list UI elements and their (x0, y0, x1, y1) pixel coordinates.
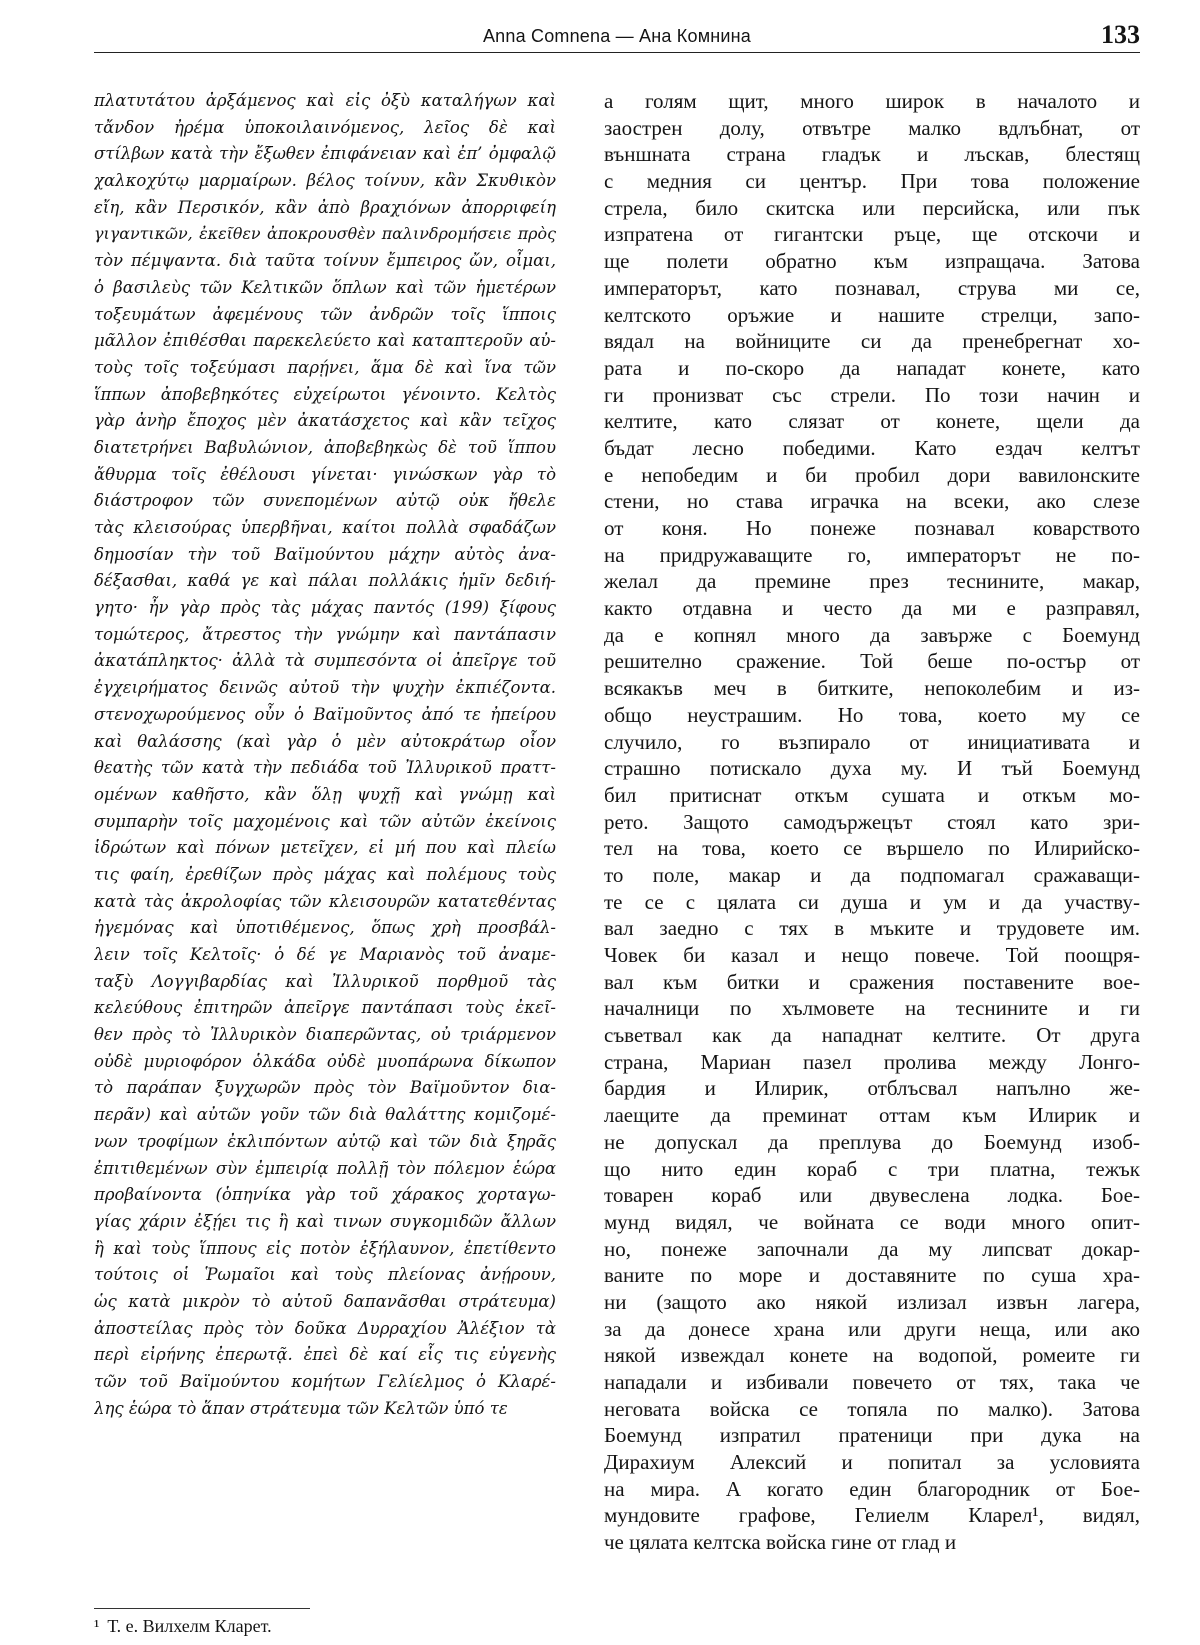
greek-text-line: πλατυτάτου ἀρξάμενος καὶ εἰς ὀξὺ καταλήγων καὶ (94, 91, 556, 110)
greek-text-line: ἄθυρμα τοῖς ἐθέλουσι γίνεται· γινώσκων γὰρ τὸ (94, 464, 556, 484)
bulgarian-text-line: ги пронизват със стрели. По този начин и (604, 382, 1140, 407)
footnote-marker: ¹ (94, 1616, 100, 1636)
greek-text-line: τὸ παράπαν ξυγχωρῶν πρὸς τὸν Βαϊμοῦντον δια- (94, 1078, 556, 1098)
greek-text-line: γιγαντικῶν, ἐκεῖθεν ἀποκρουσθὲν παλινδρομήσειε πρὸς (94, 224, 556, 244)
greek-text-line: προβαίνοντα (ὁπηνίκα γὰρ τοῦ χάρακος χορταγω- (94, 1185, 556, 1205)
bulgarian-text-line: изпратена от гигантски ръце, ще отскочи и (604, 222, 1140, 247)
greek-text-line: τἄνδον ἠρέμα ὑποκοιλαινόμενος, λεῖος δὲ καὶ (94, 117, 556, 137)
bulgarian-text-line: за да донесе храна или други неща, или ако (604, 1316, 1140, 1341)
bulgarian-text-line: те се с цялата си душа и ум и да участву- (604, 889, 1140, 914)
bulgarian-text-line: келтското оръжие и нашите стрелци, запо- (604, 302, 1140, 327)
bulgarian-text-line: що нито един кораб с три платна, тежък (604, 1156, 1140, 1181)
greek-text-line: στίλβων κατὰ τὴν ἔξωθεν ἐπιφάνειαν καὶ ἐπ’ ὀμφαλῷ (94, 144, 556, 164)
greek-text-line: θεατὴς τῶν κατὰ τὴν πεδιάδα τοῦ Ἰλλυρικοῦ πραττ- (94, 758, 556, 778)
greek-text-line: περᾶν) καὶ αὐτῶν γοῦν τῶν διὰ θαλάττης κομιζομέ- (94, 1105, 556, 1125)
bulgarian-text-line: бил притиснат откъм сушата и откъм мо- (604, 782, 1140, 807)
bulgarian-text-line: всякакъв меч в битките, непоколебим и из- (604, 676, 1140, 701)
bulgarian-text-line: ваните по море и доставяните по суша хра- (604, 1263, 1140, 1288)
bulgarian-text-line: страшно потискало духа му. И тъй Боемунд (604, 756, 1140, 781)
greek-text-line: ἢ καὶ τοὺς ἵππους εἰς ποτὸν ἐξήλαυνον, ἐπετίθεντο (94, 1238, 556, 1258)
bulgarian-text-line: е непобедим и би пробил дори вавилонските (604, 462, 1140, 487)
greek-text-line: ταξὺ Λογγιβαρδίας καὶ Ἰλλυρικοῦ πορθμοῦ τὰς (94, 971, 556, 991)
bulgarian-text-line: на мира. А когато един благородник от Бое- (604, 1476, 1140, 1501)
bulgarian-text-line: но, понеже започнали да му липсват докар- (604, 1236, 1140, 1261)
greek-text-line: τοὺς τοῖς τοξεύμασι παρῄνει, ἅμα δὲ καὶ ἵνα τῶν (94, 357, 556, 377)
greek-text-line: τομώτερος, ἄτρεστος τὴν γνώμην καὶ παντάπασιν (94, 624, 556, 644)
bulgarian-text-line: някой извеждал конете на водопой, ромеите ги (604, 1343, 1140, 1368)
greek-text-line: ἀκατάπληκτος· ἀλλὰ τὰ συμπεσόντα οἱ ἀπεῖργε τοῦ (94, 651, 556, 671)
bulgarian-text-line: то поле, макар и да подпомагал сражаващи- (604, 862, 1140, 887)
bulgarian-text-line: неговата войска се топяла по малко). Затова (604, 1396, 1140, 1421)
greek-text-line: τις φαίη, ἐρεθίζων πρὸς μάχας καὶ πολέμους τοὺς (94, 864, 556, 884)
greek-text-line: εἴη, κἂν Περσικόν, κἂν ἀπὸ βραχιόνων ἀπορριφείη (94, 197, 556, 217)
greek-text-line: τούτοις οἱ Ῥωμαῖοι καὶ τοὺς πλείονας ἀνῄρουν, (94, 1265, 556, 1285)
bulgarian-text-line: рето. Защото самодържецът стоял като зри- (604, 809, 1140, 834)
bulgarian-text-line: началници по хълмовете на теснините и ги (604, 996, 1140, 1021)
greek-text-line: καὶ θαλάσσης (καὶ γὰρ ὁ μὲν αὐτοκράτωρ οἷον (94, 731, 556, 751)
greek-text-line: κελεύθους ἐπιτηρῶν ἀπεῖργε παντάπασι τοὺς ἐκεῖ- (94, 998, 556, 1018)
bulgarian-text-line: стени, но става играчка на всеки, ако слезе (604, 489, 1140, 514)
page-number: 133 (1101, 20, 1140, 49)
bulgarian-text-line: желал да премине през теснините, макар, (604, 569, 1140, 594)
bulgarian-text-line: нападали и избивали повечето от тях, така че (604, 1370, 1140, 1394)
greek-text-line: δέξασθαι, καθά γε καὶ πάλαι πολλάκις ἡμῖν δεδιή- (94, 571, 556, 591)
running-header (94, 22, 1140, 53)
greek-text-line: δημοσίαν τὴν τοῦ Βαϊμούντου μάχην αὐτὸς ἀνα- (94, 544, 556, 564)
greek-text-line: συμπαρὴν τοῖς μαχομένοις καὶ τῶν αὐτῶν ἐκείνοις (94, 811, 556, 831)
footnote-divider (94, 1608, 310, 1609)
greek-text-line: τῶν τοῦ Βαϊμούντου κομήτων Γελίελμος ὁ Κλαρέ- (94, 1372, 556, 1391)
greek-text-line: τοξευμάτων ἀφεμένους τῶν ἀνδρῶν τοῖς ἵπποις (94, 304, 556, 324)
greek-text-line: γὰρ ἀνὴρ ἔποχος μὲν ἀκατάσχετος καὶ κἂν τεῖχος (94, 411, 556, 431)
bulgarian-text-line: императорът, като познавал, струва ми се, (604, 275, 1140, 300)
bulgarian-text-line: бардия и Илирик, отблъсвал напълно же- (604, 1076, 1140, 1101)
greek-text-line: ομένων καθῆστο, κἂν ὅλῃ ψυχῇ καὶ γνώμῃ καὶ (94, 784, 556, 804)
bulgarian-text-line: заострен долу, отвътре малко вдлъбнат, от (604, 115, 1140, 140)
greek-text-line: γητο· ἦν γὰρ πρὸς τὰς μάχας παντός (199) ξίφους (94, 598, 556, 618)
greek-text-line: λης ἑώρα τὸ ἅπαν στράτευμα τῶν Κελτῶν ὑπό τε (94, 1398, 508, 1418)
greek-text-line: ὁ βασιλεὺς τῶν Κελτικῶν ὅπλων καὶ τῶν ἡμετέρων (94, 277, 556, 297)
bulgarian-text-line: да е копнял много да завърже с Боемунд (604, 622, 1140, 647)
bulgarian-text-line: както отдавна и често да ми е разправял, (604, 596, 1140, 621)
greek-text-line: στενοχωρούμενος οὖν ὁ Βαϊμοῦντος ἀπό τε ἠπείρου (94, 704, 556, 724)
greek-text-line: γίας χάριν ἐξῄει τις ἢ καὶ τινων συγκομιδῶν ἄλλων (94, 1211, 556, 1231)
bulgarian-text-line: на придружаващите го, императорът не по- (604, 542, 1140, 567)
greek-text-line: κατὰ τὰς ἀκρολοφίας τῶν κλεισουρῶν κατατεθέντας (94, 891, 556, 911)
greek-text-line: ἡγεμόνας καὶ ὑποτιθέμενος, ὅπως χρὴ προσβάλ- (94, 918, 556, 938)
bulgarian-text-column (604, 88, 1140, 1556)
greek-text-line: ἐπιτιθεμένων σὺν ἐμπειρίᾳ πολλῇ τὸν πόλεμον ἑώρα (94, 1158, 556, 1178)
greek-text-line: ἱδρώτων καὶ πόνων μετεῖχεν, εἰ μή που καὶ πλείω (94, 838, 556, 858)
bulgarian-text-line: общо неустрашим. Но това, което му се (604, 702, 1140, 727)
greek-text-line: ἐγχειρήματος δεινῶς αὐτοῦ τὴν ψυχὴν ἐκπιέζοντα. (94, 678, 556, 698)
bulgarian-text-line: вядал на войниците си да пренебрегнат хо- (604, 329, 1140, 354)
greek-text-line: μᾶλλον ἐπιθέσθαι παρεκελεύετο καὶ καταπτεροῦν αὐ- (94, 331, 556, 351)
bulgarian-text-line: ни (защото ако някой излизал извън лагера, (604, 1289, 1140, 1314)
bulgarian-text-line: не допускал да преплува до Боемунд изоб- (604, 1129, 1140, 1154)
footnote-text: Т. е. Вилхелм Кларет. (107, 1616, 272, 1636)
greek-text-line: τὸν πέμψαντα. διὰ ταῦτα τοίνυν ἔμπειρος ὤν, οἶμαι, (94, 251, 556, 271)
footnote (94, 1614, 272, 1638)
bulgarian-text-line: товарен кораб или двувеслена лодка. Бое- (604, 1183, 1140, 1208)
greek-text-line: ὡς κατὰ μικρὸν τὸ αὐτοῦ δαπανᾶσθαι στράτευμα) (94, 1291, 556, 1311)
bulgarian-text-line: от коня. Но понеже познавал коварството (604, 516, 1140, 540)
greek-text-line: νων τροφίμων ἐκλιπόντων αὐτῷ καὶ τῶν διὰ ξηρᾶς (94, 1131, 556, 1151)
bulgarian-text-line: мунд видял, че войната се води много опит- (604, 1209, 1140, 1234)
bulgarian-text-line: мундовите графове, Гелиелм Кларел¹, видял, (604, 1503, 1140, 1528)
greek-text-line: οὐδὲ μυριοφόρον ὁλκάδα οὐδὲ μυοπάρωνα δίκωπον (94, 1051, 556, 1071)
greek-text-line: διατετρήνει Βαβυλώνιον, ἀποβεβηκὼς δὲ τοῦ ἵππου (94, 437, 556, 457)
bulgarian-text-line: бъдат лесно победими. Като ездач келтът (604, 435, 1140, 460)
bulgarian-text-line: вал заедно с тях в мъките и трудовете им. (604, 916, 1140, 941)
bulgarian-text-line: с медния си център. При това положение (604, 169, 1140, 194)
bulgarian-text-line: случило, го възпирало от инициативата и (604, 729, 1140, 754)
bulgarian-text-line: решително сражение. Той беше по-остър от (604, 649, 1140, 674)
greek-text-line: διάστροφον τῶν συνεπομένων αὐτῷ οὐκ ἤθελε (94, 491, 556, 511)
greek-text-line: χαλκοχύτῳ μαρμαίρων. βέλος τοίνυν, κἂν Σκυθικὸν (94, 171, 556, 191)
greek-text-line: ἀποστείλας πρὸς τὸν δοῦκα Δυρραχίου Ἀλέξιον τὰ (94, 1318, 556, 1338)
bulgarian-text-line: съветвал как да нападнат келтите. От друга (604, 1023, 1140, 1048)
bulgarian-text-line: келтите, като слязат от конете, щели да (604, 409, 1140, 434)
greek-text-line: τὰς κλεισούρας ὑπερβῆναι, καίτοι πολλὰ σφαδάζων (94, 518, 556, 537)
bulgarian-text-line: рата и по-скоро да нападат конете, като (604, 355, 1140, 380)
greek-text-line: περὶ εἰρήνης ἐπερωτᾷ. ἐπεὶ δὲ καί εἷς τις εὐγενὴς (94, 1345, 556, 1365)
bulgarian-text-line: тел на това, което се вършело по Илирийско- (604, 836, 1140, 861)
bulgarian-text-line: Боемунд изпратил пратеници при дука на (604, 1423, 1140, 1448)
greek-text-column (94, 88, 556, 1422)
bulgarian-text-line: външната страна гладък и лъскав, блестящ (604, 142, 1140, 167)
bulgarian-text-line: Човек би казал и нещо повече. Той поощря- (604, 943, 1140, 967)
bulgarian-text-line: че цялата келтска войска гине от глад и (604, 1530, 957, 1555)
greek-text-line: ἵππων ἀποβεβηκότες εὐχείρωτοι γένοιντο. Κελτὸς (94, 384, 556, 404)
greek-text-line: θεν πρὸς τὸ Ἰλλυρικὸν διαπερῶντας, οὐ τριάρμενον (94, 1025, 556, 1045)
bulgarian-text-line: страна, Мариан пазел пролива между Лонго- (604, 1049, 1140, 1074)
bulgarian-text-line: а голям щит, много широк в началото и (604, 89, 1140, 113)
bulgarian-text-line: ще полети обратно към изпращача. Затова (604, 249, 1140, 274)
bulgarian-text-line: Дирахиум Алексий и попитал за условията (604, 1450, 1140, 1475)
greek-text-line: λειν τοῖς Κελτοῖς· ὁ δέ γε Μαριανὸς τοῦ ἀναμε- (94, 945, 556, 964)
running-title: Anna Comnena — Ана Комнина (482, 26, 752, 46)
bulgarian-text-line: стрела, било скитска или персийска, или пък (604, 195, 1140, 220)
bulgarian-text-line: вал към битки и сражения поставените вое- (604, 969, 1140, 994)
bulgarian-text-line: лаещите да преминат оттам към Илирик и (604, 1103, 1140, 1128)
